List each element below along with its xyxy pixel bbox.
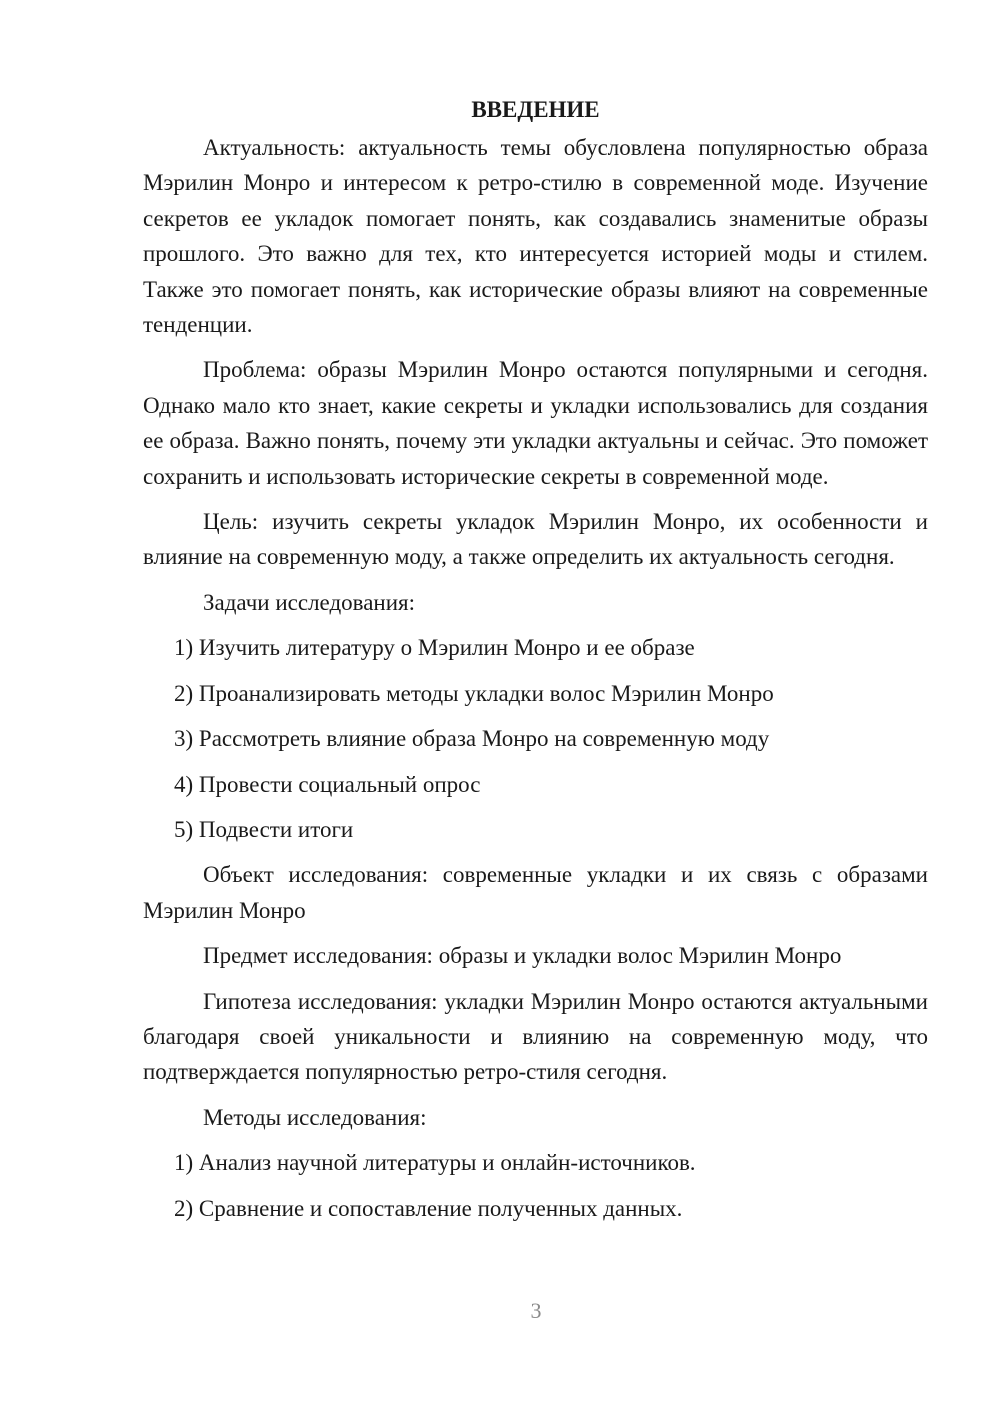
problem-paragraph: Проблема: образы Мэрилин Монро остаются популярными и сегодня. Однако мало кто знает, какие секреты и укладки использовались для создания ее образа. Важно понять, почему эти укладки актуальны и сейчас. Это поможет сохранить и использовать исторические секреты в современной моде. [143, 357, 928, 489]
task-item-3: 3) Рассмотреть влияние образа Монро на современную моду [174, 726, 770, 752]
method-item-1: 1) Анализ научной литературы и онлайн-источников. [174, 1150, 696, 1176]
task-item-4: 4) Провести социальный опрос [174, 771, 481, 797]
task-item-1: 1) Изучить литературу о Мэрилин Монро и ее образе [174, 635, 695, 661]
subject-paragraph: Предмет исследования: образы и укладки волос Мэрилин Монро [203, 943, 842, 969]
method-item-2: 2) Сравнение и сопоставление полученных данных. [174, 1195, 683, 1221]
page-title: ВВЕДЕНИЕ [471, 97, 600, 122]
task-item-2: 2) Проанализировать методы укладки волос Мэрилин Монро [174, 680, 774, 706]
object-paragraph: Объект исследования: современные укладки и их связь с образами Мэрилин Монро [143, 862, 928, 923]
hypothesis-paragraph: Гипотеза исследования: укладки Мэрилин Монро остаются актуальными благодаря своей уникальности и влиянию на современную моду, что подтверждается популярностью ретро-стиля сегодня. [143, 988, 928, 1085]
relevance-paragraph: Актуальность: актуальность темы обусловлена популярностью образа Мэрилин Монро и интересом к ретро-стилю в современной моде. Изучение секретов ее укладок помогает понять, как создавались знаменитые образы прошлого. Это важно для тех, кто интересуется историей моды и стилем. Также это помогает понять, как исторические образы влияют на современные тенденции. [143, 135, 928, 338]
tasks-heading: Задачи исследования: [203, 589, 416, 615]
document-page [143, 92, 928, 1236]
goal-paragraph: Цель: изучить секреты укладок Мэрилин Монро, их особенности и влияние на современную моду, а также определить их актуальность сегодня. [143, 509, 928, 570]
page-number: 3 [530, 1298, 542, 1323]
task-item-5: 5) Подвести итоги [174, 816, 354, 842]
methods-heading: Методы исследования: [203, 1104, 427, 1130]
